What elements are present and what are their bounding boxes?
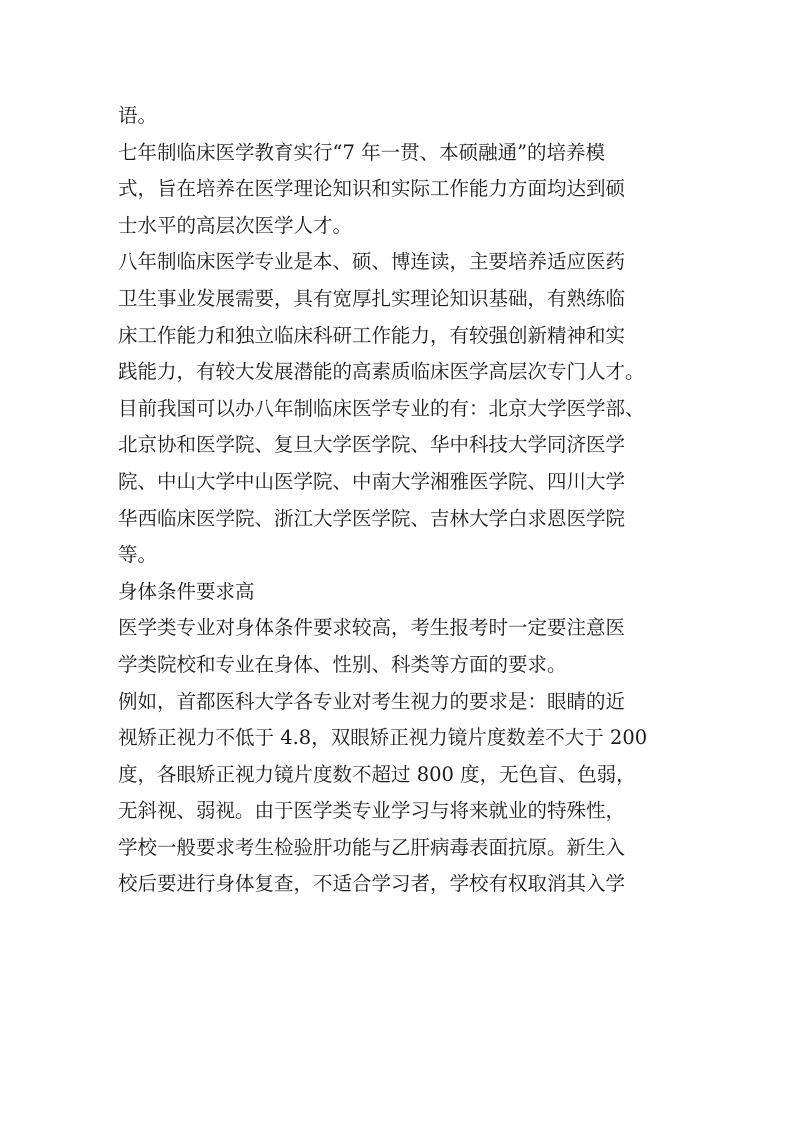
text-line: 医学类专业对身体条件要求较高，考生报考时一定要注意医: [118, 616, 626, 640]
text-line: 无斜视、弱视。由于医学类专业学习与将来就业的特殊性，: [118, 799, 626, 823]
text-line: 等。: [118, 543, 158, 567]
text-line: 语。: [118, 104, 158, 127]
text-line: 视矫正视力不低于 4.8，双眼矫正视力镜片度数差不大于 200: [118, 726, 648, 750]
document-body: [118, 98, 693, 903]
text-line: 学校一般要求考生检验肝功能与乙肝病毒表面抗原。新生入: [118, 835, 626, 859]
text-line: 度，各眼矫正视力镜片度数不超过 800 度，无色盲、色弱，: [118, 762, 636, 786]
text-line: 卫生事业发展需要，具有宽厚扎实理论知识基础，有熟练临: [118, 286, 626, 310]
text-line: 式，旨在培养在医学理论知识和实际工作能力方面均达到硕: [118, 177, 626, 201]
text-line: 目前我国可以办八年制临床医学专业的有：北京大学医学部、: [118, 396, 645, 420]
text-line: 士水平的高层次医学人才。: [118, 213, 353, 237]
text-line: 践能力，有较大发展潜能的高素质临床医学高层次专门人才。: [118, 360, 645, 384]
text-line: 七年制临床医学教育实行“7 年一贯、本硕融通”的培养模: [118, 140, 606, 164]
text-line: 学类院校和专业在身体、性别、科类等方面的要求。: [118, 652, 567, 676]
text-line: 院、中山大学中山医学院、中南大学湘雅医学院、四川大学: [118, 469, 626, 493]
text-line: 华西临床医学院、浙江大学医学院、吉林大学白求恩医学院: [118, 506, 626, 530]
text-line: 校后要进行身体复查，不适合学习者，学校有权取消其入学: [118, 872, 626, 896]
text-line: 例如，首都医科大学各专业对考生视力的要求是：眼睛的近: [118, 689, 626, 713]
text-line: 北京协和医学院、复旦大学医学院、华中科技大学同济医学: [118, 433, 626, 457]
section-heading: 身体条件要求高: [118, 579, 255, 603]
text-line: 床工作能力和独立临床科研工作能力，有较强创新精神和实: [118, 323, 626, 347]
text-line: 八年制临床医学专业是本、硕、博连读，主要培养适应医药: [118, 250, 626, 274]
